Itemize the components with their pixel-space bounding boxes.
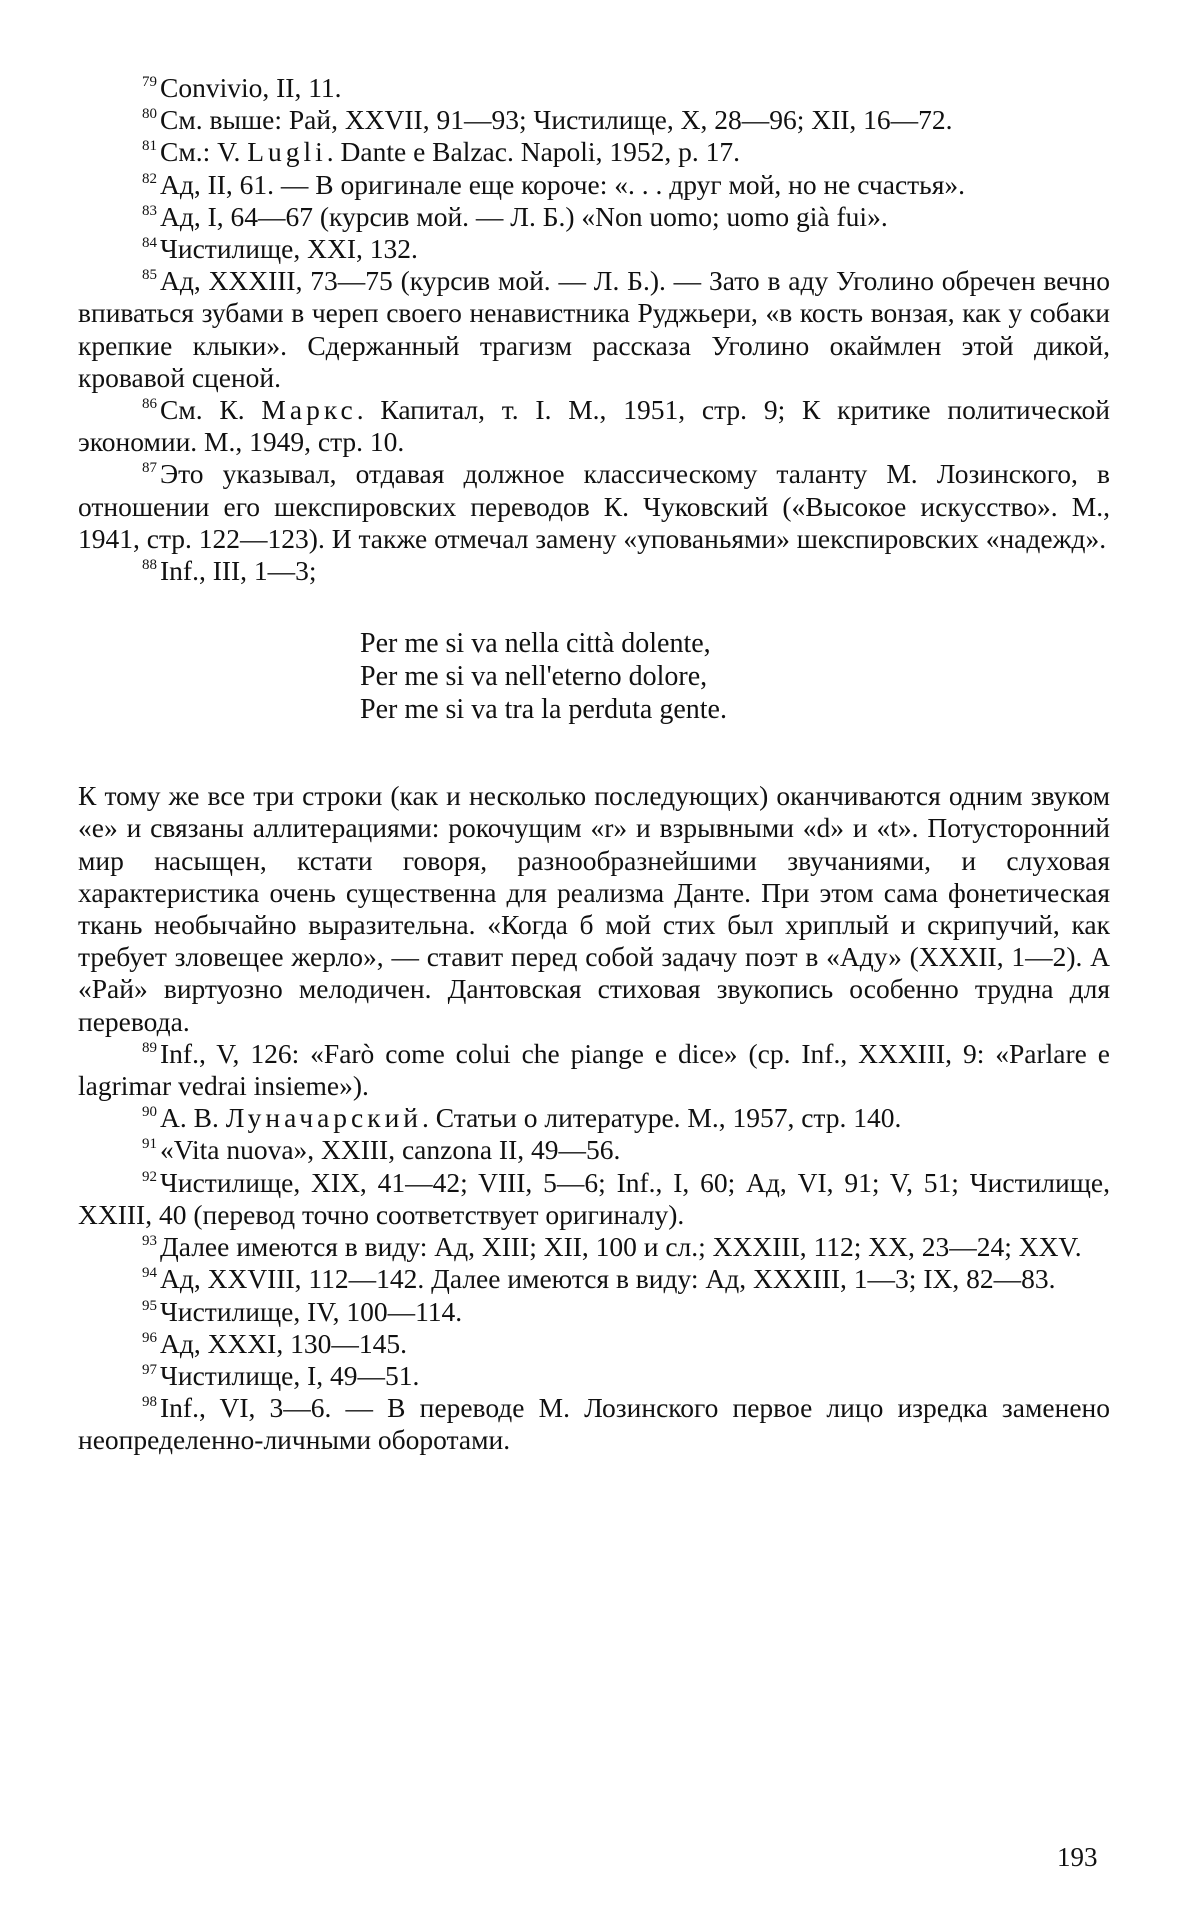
footnote bbox=[78, 1134, 1110, 1166]
footnote-number: 98 bbox=[142, 1394, 157, 1411]
footnote-number: 89 bbox=[142, 1039, 157, 1056]
footnote bbox=[78, 394, 1110, 458]
author-name-spaced: Луначарский bbox=[225, 1102, 423, 1134]
footnote-number: 94 bbox=[142, 1265, 157, 1282]
page-text bbox=[78, 72, 1110, 1457]
footnote bbox=[78, 265, 1110, 394]
footnote-text: Ад, XXXIII, 73—75 (курсив мой. — Л. Б.). — Зато в аду Уголино обречен вечно впиваться зубами в череп своего ненавистника Руджьери, «в кость вонзая, как у собаки крепкие клыки». Сдержанный трагизм рассказа Уголино окаймлен этой дикой, кровавой сценой. bbox=[78, 265, 1110, 393]
footnote-text: См. К. bbox=[160, 394, 262, 426]
footnote-number: 96 bbox=[142, 1329, 157, 1346]
poem-line: Per me si va nell'eterno dolore, bbox=[360, 661, 708, 693]
footnote bbox=[78, 169, 1110, 201]
footnote-number: 87 bbox=[142, 460, 157, 477]
footnote-text-continued: . Капитал, т. I. М., 1951, стр. 9; К критике политической экономии. М., 1949, стр. 10. bbox=[78, 394, 1110, 458]
footnote-text: Inf., VI, 3—6. — В переводе М. Лозинского первое лицо изредка заменено неопределенно-личными оборотами. bbox=[78, 1392, 1110, 1456]
footnote-number: 83 bbox=[142, 202, 157, 219]
footnote-text: Далее имеются в виду: Ад, XIII; XII, 100 и сл.; XXXIII, 112; XX, 23—24; XXV. bbox=[160, 1231, 1082, 1263]
footnote bbox=[78, 1360, 1110, 1392]
footnote bbox=[78, 233, 1110, 265]
footnote-text: Чистилище, I, 49—51. bbox=[160, 1359, 420, 1391]
body-paragraph: К тому же все три строки (как и несколько последующих) оканчиваются одним звуком «е» и связаны аллитерациями: рокочущим «r» и взрывными «d» и «t». Потусторонний мир насыщен, кстати говоря, разнообразнейшими звучаниями, и слуховая характеристика очень существенна для реализма Данте. При этом сама фонетическая ткань необычайно выразительна. «Когда б мой стих был хриплый и скрипучий, как требует зловещее жерло», — ставит перед собой задачу поэт в «Аду» (XXXII, 1—2). А «Рай» виртуозно мелодичен. Дантовская стиховая звукопись особенно трудна для перевода. bbox=[78, 780, 1110, 1037]
footnote-number: 82 bbox=[142, 170, 157, 187]
footnote-text-continued: . Статьи о литературе. М., 1957, стр. 140. bbox=[422, 1102, 902, 1134]
author-name-spaced: Маркс bbox=[261, 394, 357, 426]
footnotes-lower bbox=[78, 1038, 1110, 1457]
footnote-number: 93 bbox=[142, 1233, 157, 1250]
footnote bbox=[78, 458, 1110, 555]
footnote-number: 79 bbox=[142, 74, 157, 90]
footnote bbox=[78, 1167, 1110, 1231]
footnote-text: Inf., III, 1—3; bbox=[160, 555, 317, 587]
footnotes-upper bbox=[78, 72, 1110, 587]
footnote-number: 85 bbox=[142, 267, 157, 284]
footnote-text: Это указывал, отдавая должное классическому таланту М. Лозинского, в отношении его шекспировских переводов К. Чуковский («Высокое искусство». М., 1941, стр. 122—123). И также отмечал замену «упованьями» шекспировских «надежд». bbox=[78, 458, 1110, 554]
footnote-text: Чистилище, XIX, 41—42; VIII, 5—6; Inf., I, 60; Ад, VI, 91; V, 51; Чистилище, XXIII, 40 (перевод точно соответствует оригиналу). bbox=[78, 1166, 1110, 1230]
footnote-text: Ад, XXXI, 130—145. bbox=[160, 1327, 407, 1359]
footnote-number: 86 bbox=[142, 396, 157, 413]
footnote-text: Inf., V, 126: «Farò come colui che piange e dice» (ср. Inf., XXXIII, 9: «Parlare e lagrimar vedrai insieme»). bbox=[78, 1037, 1110, 1102]
footnote-text: См. выше: Рай, XXVII, 91—93; Чистилище, X, 28—96; XII, 16—72. bbox=[160, 104, 953, 136]
author-name-spaced: Lugli bbox=[247, 136, 327, 168]
footnote-text: См.: V. bbox=[160, 136, 248, 168]
footnote bbox=[78, 1392, 1110, 1456]
footnote bbox=[78, 136, 1110, 168]
footnote-text: Чистилище, IV, 100—114. bbox=[160, 1295, 463, 1327]
footnote-number: 92 bbox=[142, 1168, 157, 1185]
footnote-number: 80 bbox=[142, 106, 157, 123]
footnote bbox=[78, 72, 1110, 104]
footnote bbox=[78, 1263, 1110, 1295]
footnote-number: 90 bbox=[142, 1104, 157, 1121]
footnote-text: Ад, XXVIII, 112—142. Далее имеются в виду: Ад, XXXIII, 1—3; IX, 82—83. bbox=[160, 1263, 1056, 1295]
footnote-text: А. В. bbox=[160, 1102, 226, 1134]
footnote bbox=[78, 104, 1110, 136]
page-number: 193 bbox=[1057, 1842, 1098, 1872]
footnote-text-continued: . Dante e Balzac. Napoli, 1952, p. 17. bbox=[326, 136, 740, 168]
footnote-text: Ад, I, 64—67 (курсив мой. — Л. Б.) «Non uomo; uomo già fui». bbox=[160, 200, 888, 232]
footnote bbox=[78, 1296, 1110, 1328]
footnote-number: 84 bbox=[142, 235, 157, 252]
footnote-number: 97 bbox=[142, 1361, 157, 1378]
footnote bbox=[78, 201, 1110, 233]
footnote-text: «Vita nuova», XXIII, canzona II, 49—56. bbox=[160, 1134, 621, 1166]
poem-quotation bbox=[360, 627, 1110, 726]
footnote bbox=[78, 1231, 1110, 1263]
poem-line: Per me si va nella città dolente, bbox=[360, 628, 711, 660]
footnote bbox=[78, 1328, 1110, 1360]
footnote-number: 95 bbox=[142, 1297, 157, 1314]
footnote-number: 88 bbox=[142, 557, 157, 574]
footnote-number: 81 bbox=[142, 138, 157, 155]
footnote-text: Чистилище, XXI, 132. bbox=[160, 233, 418, 265]
footnote-text: Ад, II, 61. — В оригинале еще короче: «. . . друг мой, но не счастья». bbox=[160, 168, 965, 200]
footnote-number: 91 bbox=[142, 1136, 157, 1153]
poem-line: Per me si va tra la perduta gente. bbox=[360, 694, 727, 726]
footnote bbox=[78, 555, 1110, 587]
footnote-text: Convivio, II, 11. bbox=[160, 72, 342, 103]
footnote bbox=[78, 1038, 1110, 1102]
footnote bbox=[78, 1102, 1110, 1134]
